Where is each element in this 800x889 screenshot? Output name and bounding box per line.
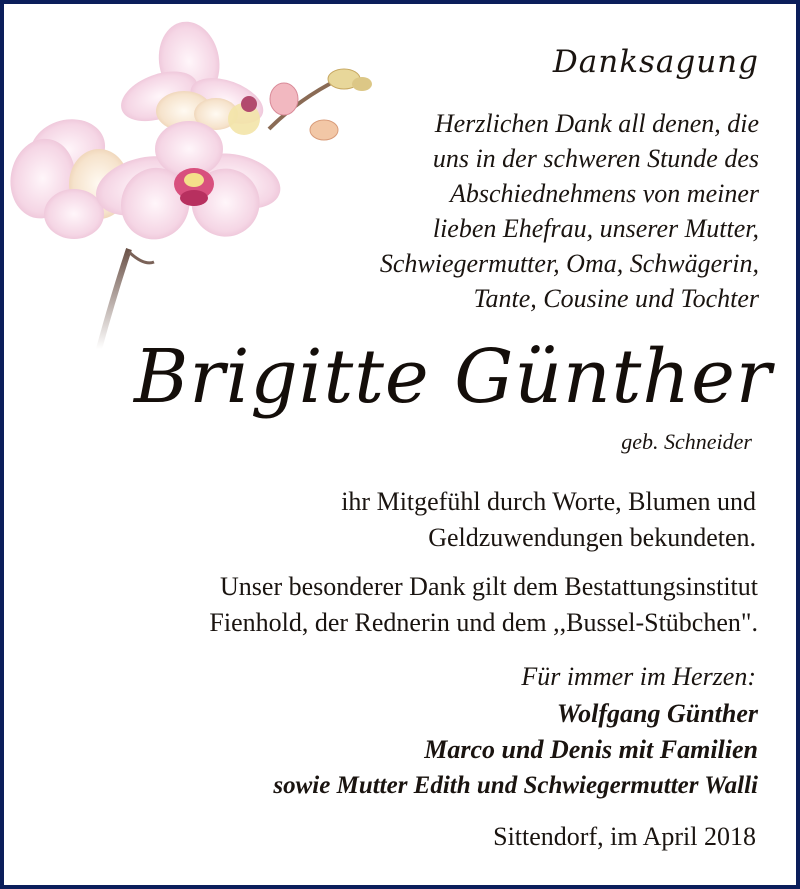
intro-line: Schwiegermutter, Oma, Schwägerin, xyxy=(379,249,759,278)
thanks-line: ihr Mitgefühl durch Worte, Blumen und xyxy=(341,487,756,516)
maiden-name: geb. Schneider xyxy=(621,429,752,454)
special-thanks-line: Fienhold, der Rednerin und dem ,,Bussel-Stübchen". xyxy=(209,608,758,637)
family-line: Wolfgang Günther xyxy=(556,699,758,728)
intro-line: Tante, Cousine und Tochter xyxy=(473,284,759,313)
intro-line: lieben Ehefrau, unserer Mutter, xyxy=(432,214,759,243)
family-line: sowie Mutter Edith und Schwiegermutter Walli xyxy=(273,772,758,799)
intro-line: Herzlichen Dank all denen, die xyxy=(434,109,759,138)
place-date: Sittendorf, im April 2018 xyxy=(493,822,756,851)
intro-line: uns in der schweren Stunde des xyxy=(432,144,759,173)
closing-line: Für immer im Herzen: xyxy=(521,662,756,691)
orchid-image xyxy=(4,4,384,364)
thanks-line: Geldzuwendungen bekundeten. xyxy=(428,523,756,552)
deceased-name: Brigitte Günther xyxy=(134,334,773,420)
family-line: Marco und Denis mit Familien xyxy=(424,735,758,764)
heading-danksagung: Danksagung xyxy=(552,44,759,80)
intro-line: Abschiednehmens von meiner xyxy=(449,179,759,208)
special-thanks-line: Unser besonderer Dank gilt dem Bestattungsinstitut xyxy=(220,572,758,601)
